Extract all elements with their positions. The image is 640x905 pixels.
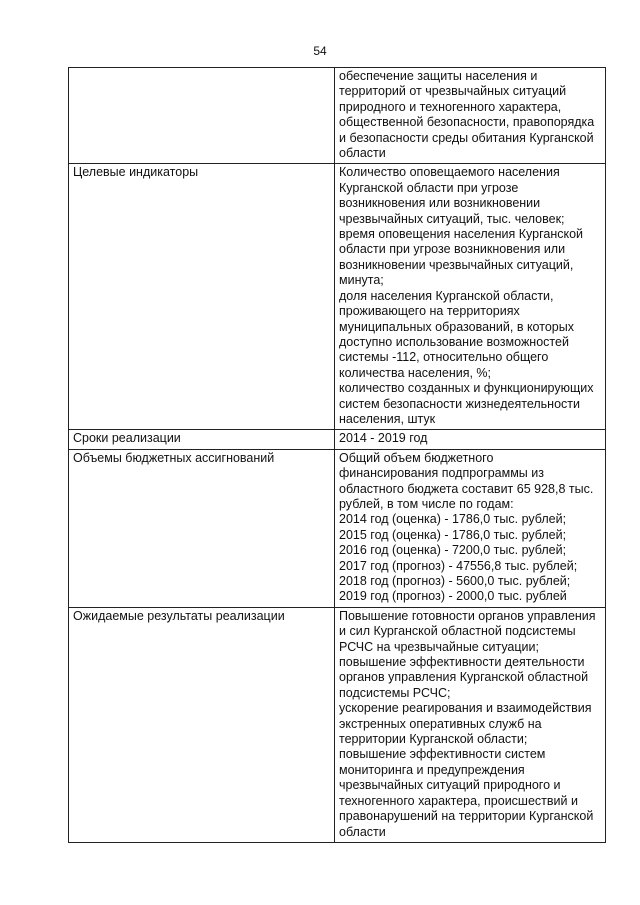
text-line: проживающего на территориях <box>339 304 520 319</box>
text-line: области при угрозе возникновения или <box>339 242 566 257</box>
table-row-implementation-period <box>69 430 606 449</box>
text-line: области <box>339 146 386 161</box>
text-line: природного и техногенного характера, <box>339 99 562 114</box>
text-line: повышение эффективности систем <box>339 747 546 762</box>
row-value-expected-results <box>335 607 606 842</box>
row-value-target-indicators <box>335 164 606 430</box>
text-line: области <box>339 824 386 839</box>
text-line: и безопасности среды обитания Курганской <box>339 130 594 145</box>
row-label-budget-allocations: Объемы бюджетных ассигнований <box>69 449 335 607</box>
text-line: правонарушений на территории Курганской <box>339 809 594 824</box>
table-row-target-indicators <box>69 164 606 430</box>
text-line: доступно использование возможностей <box>339 334 569 349</box>
text-line: Курганской области при угрозе <box>339 180 519 195</box>
text-line: чрезвычайных ситуаций, тыс. человек; <box>339 211 565 226</box>
text-line: общественной безопасности, правопорядка <box>339 115 595 130</box>
text-line: 2019 год (прогноз) - 2000,0 тыс. рублей <box>339 589 567 604</box>
text-line: повышение эффективности деятельности <box>339 655 585 670</box>
text-line: органов управления Курганской областной <box>339 670 589 685</box>
text-line: обеспечение защиты населения и <box>339 69 538 83</box>
row-label-implementation-period: Сроки реализации <box>69 430 335 449</box>
row-value-implementation-period <box>335 430 606 449</box>
text-line: минута; <box>339 273 384 288</box>
text-line: 2015 год (оценка) - 1786,0 тыс. рублей; <box>339 527 567 542</box>
text-line: 2014 год (оценка) - 1786,0 тыс. рублей; <box>339 512 567 527</box>
text-line: количество созданных и функционирующих <box>339 381 594 396</box>
text-line: чрезвычайных ситуаций природного и <box>339 778 561 793</box>
text-line: 2018 год (прогноз) - 5600,0 тыс. рублей; <box>339 574 571 588</box>
text-line: Количество оповещаемого населения <box>339 165 560 180</box>
text-line: ускорение реагирования и взаимодействия <box>339 701 592 716</box>
text-line: территории Курганской области; <box>339 732 528 747</box>
row-label-expected-results: Ожидаемые результаты реализации <box>69 607 335 842</box>
text-line: 2017 год (прогноз) - 47556,8 тыс. рублей; <box>339 558 578 573</box>
row-label-empty <box>69 68 335 164</box>
text-line: системы -112, относительно общего <box>339 350 549 365</box>
text-line: населения, штук <box>339 411 436 426</box>
table-row-goals-continued <box>69 68 606 164</box>
text-line: экстренных оперативных служб на <box>339 716 542 731</box>
text-line: возникновении чрезвычайных ситуаций, <box>339 257 574 272</box>
text-line: 2016 год (оценка) - 7200,0 тыс. рублей; <box>339 543 567 558</box>
table-row-expected-results <box>69 607 606 842</box>
text-line: время оповещения населения Курганской <box>339 227 584 242</box>
text-line: 2014 - 2019 год <box>339 431 428 446</box>
page-number: 54 <box>313 44 327 58</box>
row-label-target-indicators: Целевые индикаторы <box>69 164 335 430</box>
text-line: Повышение готовности органов управления <box>339 608 596 623</box>
text-line: возникновения или возникновении <box>339 196 541 211</box>
text-line: техногенного характера, происшествий и <box>339 793 578 808</box>
row-value-goals-continued <box>335 68 606 164</box>
text-line: Общий объем бюджетного <box>339 450 494 465</box>
row-value-budget-allocations <box>335 449 606 607</box>
text-line: рублей, в том числе по годам: <box>339 496 514 511</box>
text-line: и сил Курганской областной подсистемы <box>339 624 576 639</box>
text-line: территорий от чрезвычайных ситуаций <box>339 84 567 99</box>
text-line: доля населения Курганской области, <box>339 288 554 303</box>
text-line: областного бюджета составит 65 928,8 тыс. <box>339 481 594 496</box>
text-line: РСЧС на чрезвычайные ситуации; <box>339 639 539 654</box>
text-line: систем безопасности жизнедеятельности <box>339 396 580 411</box>
table-row-budget-allocations <box>69 449 606 607</box>
text-line: мониторинга и предупреждения <box>339 762 525 777</box>
text-line: муниципальных образований, в которых <box>339 319 574 334</box>
subprogram-passport-table <box>68 67 606 843</box>
text-line: количества населения, %; <box>339 365 492 380</box>
text-line: подсистемы РСЧС; <box>339 685 451 700</box>
text-line: финансирования подпрограммы из <box>339 466 544 481</box>
